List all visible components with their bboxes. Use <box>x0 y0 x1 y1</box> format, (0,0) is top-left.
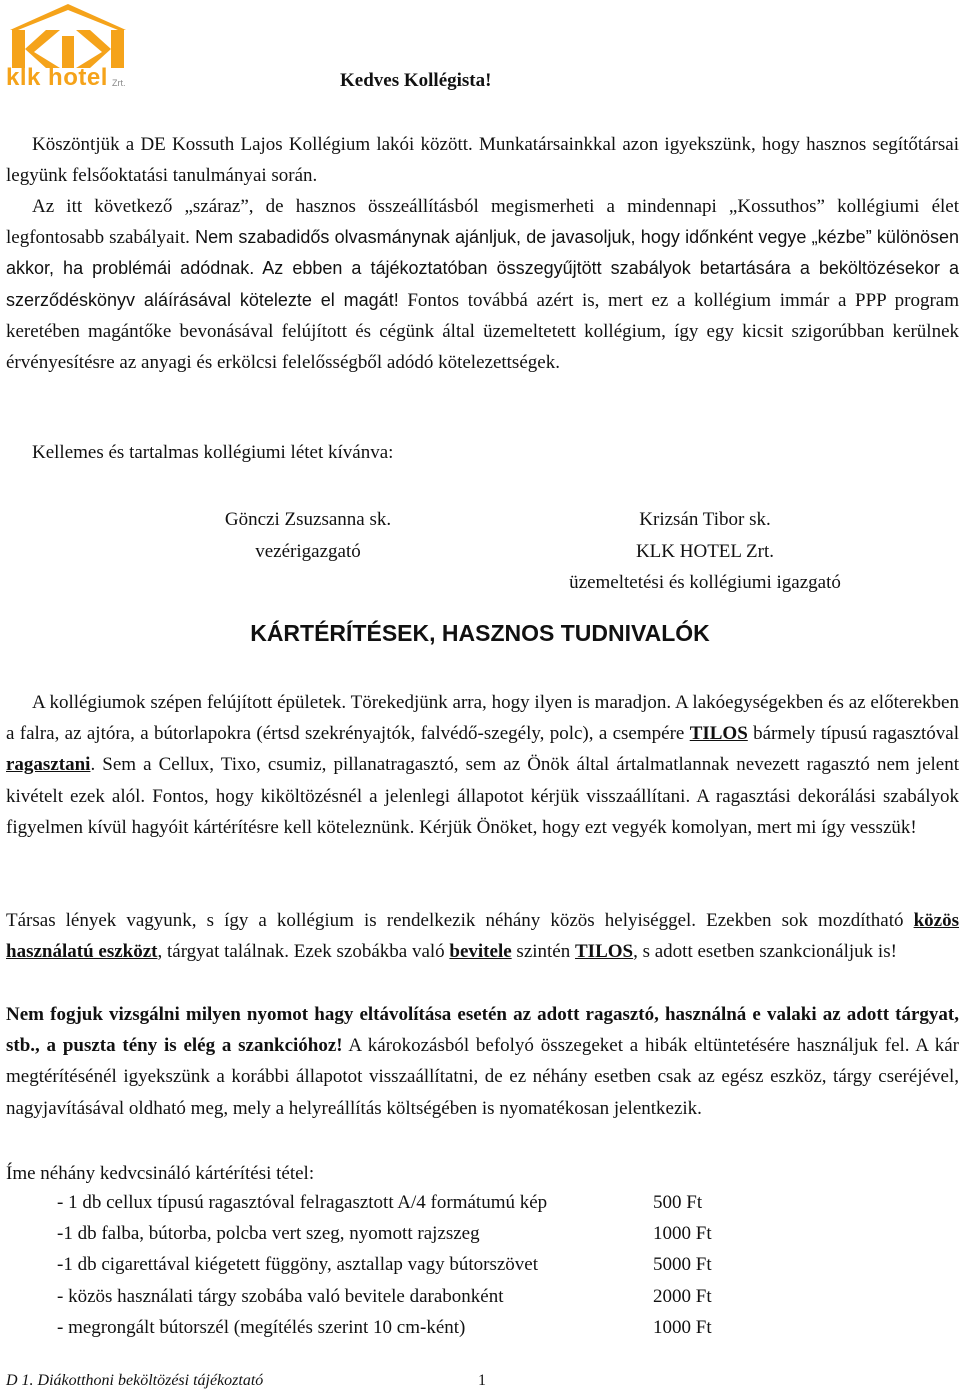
rules-paragraph-part-3: Fontos továbbá azért is, mert ez a kollégium immár a PPP program keretében magántőke bevonásával felújított és cégünk által üzemeltetett kollégium, így egy kicsit szigorúbban kerülnek érvényesítésre az anyagi és erkölcsi felelősségből adódó kötelezettségek. <box>6 289 959 374</box>
sanction-paragraph <box>6 999 959 1124</box>
damage-paragraph-part-1: A kollégiumok szépen felújított épületek. Törekedjünk arra, hogy ilyen is maradjon. A lakóegységekben és az előterekben a falra, az ajtóra, a bútorlapokra (értsd szekrényajtók, falvédő-szegély, polc), a csempére <box>6 692 959 745</box>
klk-hotel-logo <box>4 2 132 94</box>
section-heading: KÁRTÉRÍTÉSEK, HASZNOS TUDNIVALÓK <box>250 620 710 646</box>
fee-list-intro: Íme néhány kedvcsináló kártérítési tétel: <box>6 1163 315 1184</box>
signature-left-title: vezérigazgató <box>255 540 361 562</box>
fee-price: 1000 Ft <box>653 1316 712 1338</box>
tilos-emphasis: TILOS <box>689 723 748 745</box>
rules-paragraph-part-1: Az itt következő „száraz”, de hasznos összeállításból megismerheti a mindennapi „Kossuthos” kollégiumi élet legfontosabb szabályait. <box>6 196 959 249</box>
signature-right-title: üzemeltetési és kollégiumi igazgató <box>569 572 841 593</box>
signature-left <box>200 504 416 567</box>
common-tools-emphasis: közös használatú eszközt <box>6 910 959 963</box>
sanction-rest: A károkozásból befolyó összegeket a hibák eltüntetésére használjuk fel. A kár megtérítésénél igyekszünk a korábbi állapotot visszaállítatni, de ez néhány esetben csak az egész eszköz, tárgy cseréjével, nagyjavításával oldható meg, mely a helyreállítás költségében is nyomatékosan jelentkezik. <box>6 1035 959 1119</box>
sanction-bold: Nem fogjuk vizsgálni milyen nyomot hagy eltávolítása esetén az adott ragasztó, használná e valaki az adott tárgyat, stb., a puszta tény is elég a szankcióhoz! <box>6 1004 959 1057</box>
page-number: 1 <box>478 1372 486 1389</box>
fee-price: 500 Ft <box>653 1192 703 1213</box>
fee-price: 2000 Ft <box>653 1285 712 1307</box>
logo-wordmark: klk hotel <box>6 64 108 91</box>
footer-title: D 1. Diákotthoni beköltözési tájékoztató <box>6 1372 264 1389</box>
intro-paragraph: Köszöntjük a DE Kossuth Lajos Kollégium lakói között. Munkatársainkkal azon igyekszünk, hogy hasznos segítőtársai legyünk felsőoktatási tanulmányai során. <box>6 134 959 187</box>
common-rooms-part-1: Társas lények vagyunk, s így a kollégium is rendelkezik néhány közös helyiséggel. Ezekben sok mozdítható <box>6 910 914 931</box>
damage-paragraph-part-3: . Sem a Cellux, Tixo, csumiz, pillanatragasztó, sem az Önök által ártalmatlannak nevezett ragasztó nem jelent kivételt ezek alól. Fontos, hogy kiköltözésnél a jelenlegi állapotot kérjük visszaállítani. A ragasztási dekorálási szabályok figyelmen kívül hagyóit kártérítésre kell köteleznünk. Kérjük Önöket, hogy ezt vegyék komolyan, mert mi így vesszük! <box>6 754 959 838</box>
fee-item: - megrongált bútorszél (megítélés szerint 10 cm-ként) <box>57 1316 466 1338</box>
signature-left-name: Gönczi Zsuzsanna sk. <box>224 509 392 530</box>
closing-line: Kellemes és tartalmas kollégiumi létet kívánva: <box>32 442 394 463</box>
fee-item: -1 db cigarettával kiégetett függöny, asztallap vagy bútorszövet <box>57 1254 538 1276</box>
damage-paragraph <box>6 687 959 843</box>
fee-row <box>57 1249 773 1280</box>
logo-suffix: Zrt. <box>112 78 126 88</box>
rules-paragraph-part-2: Nem szabadidős olvasmánynak ajánljuk, de javasoljuk, hogy időnként vegye „kézbe” különösen akkor, ha problémái adódnak. Az ebben a tájékoztatóban összegyűjtött szabályok betartására a beköltözésekor a szerződéskönyv aláírásával kötelezte el magát! <box>6 227 959 310</box>
fee-row <box>57 1218 773 1249</box>
common-rooms-paragraph <box>6 905 959 967</box>
common-rooms-part-4: , s adott esetben szankcionáljuk is! <box>633 941 897 963</box>
tilos-emphasis-2: TILOS <box>575 941 634 963</box>
fee-list <box>57 1187 773 1343</box>
signature-right-name: Krizsán Tibor sk. <box>639 509 771 530</box>
logo-text <box>6 64 108 92</box>
common-rooms-part-2: , tárgyat találnak. Ezek szobákba való <box>157 941 450 963</box>
damage-paragraph-part-2: bármely típusú ragasztóval <box>747 723 960 745</box>
fee-price: 5000 Ft <box>653 1254 712 1276</box>
fee-price: 1000 Ft <box>653 1223 712 1245</box>
signature-right-company: KLK HOTEL Zrt. <box>635 540 775 562</box>
common-rooms-part-3: szintén <box>511 941 575 963</box>
rules-paragraph <box>6 191 959 378</box>
fee-item: -1 db falba, bútorba, polcba vert szeg, nyomott rajzszeg <box>57 1223 480 1245</box>
fee-row <box>57 1187 773 1218</box>
fee-item: - 1 db cellux típusú ragasztóval felragasztott A/4 formátumú kép <box>57 1192 548 1213</box>
fee-row <box>57 1281 773 1312</box>
ragasztani-emphasis: ragasztani <box>6 754 91 776</box>
signature-right <box>520 504 890 599</box>
salutation: Kedves Kollégista! <box>340 70 492 91</box>
bevitele-emphasis: bevitele <box>449 941 512 963</box>
fee-row <box>57 1312 773 1343</box>
fee-item: - közös használati tárgy szobába való bevitele darabonként <box>57 1285 504 1307</box>
